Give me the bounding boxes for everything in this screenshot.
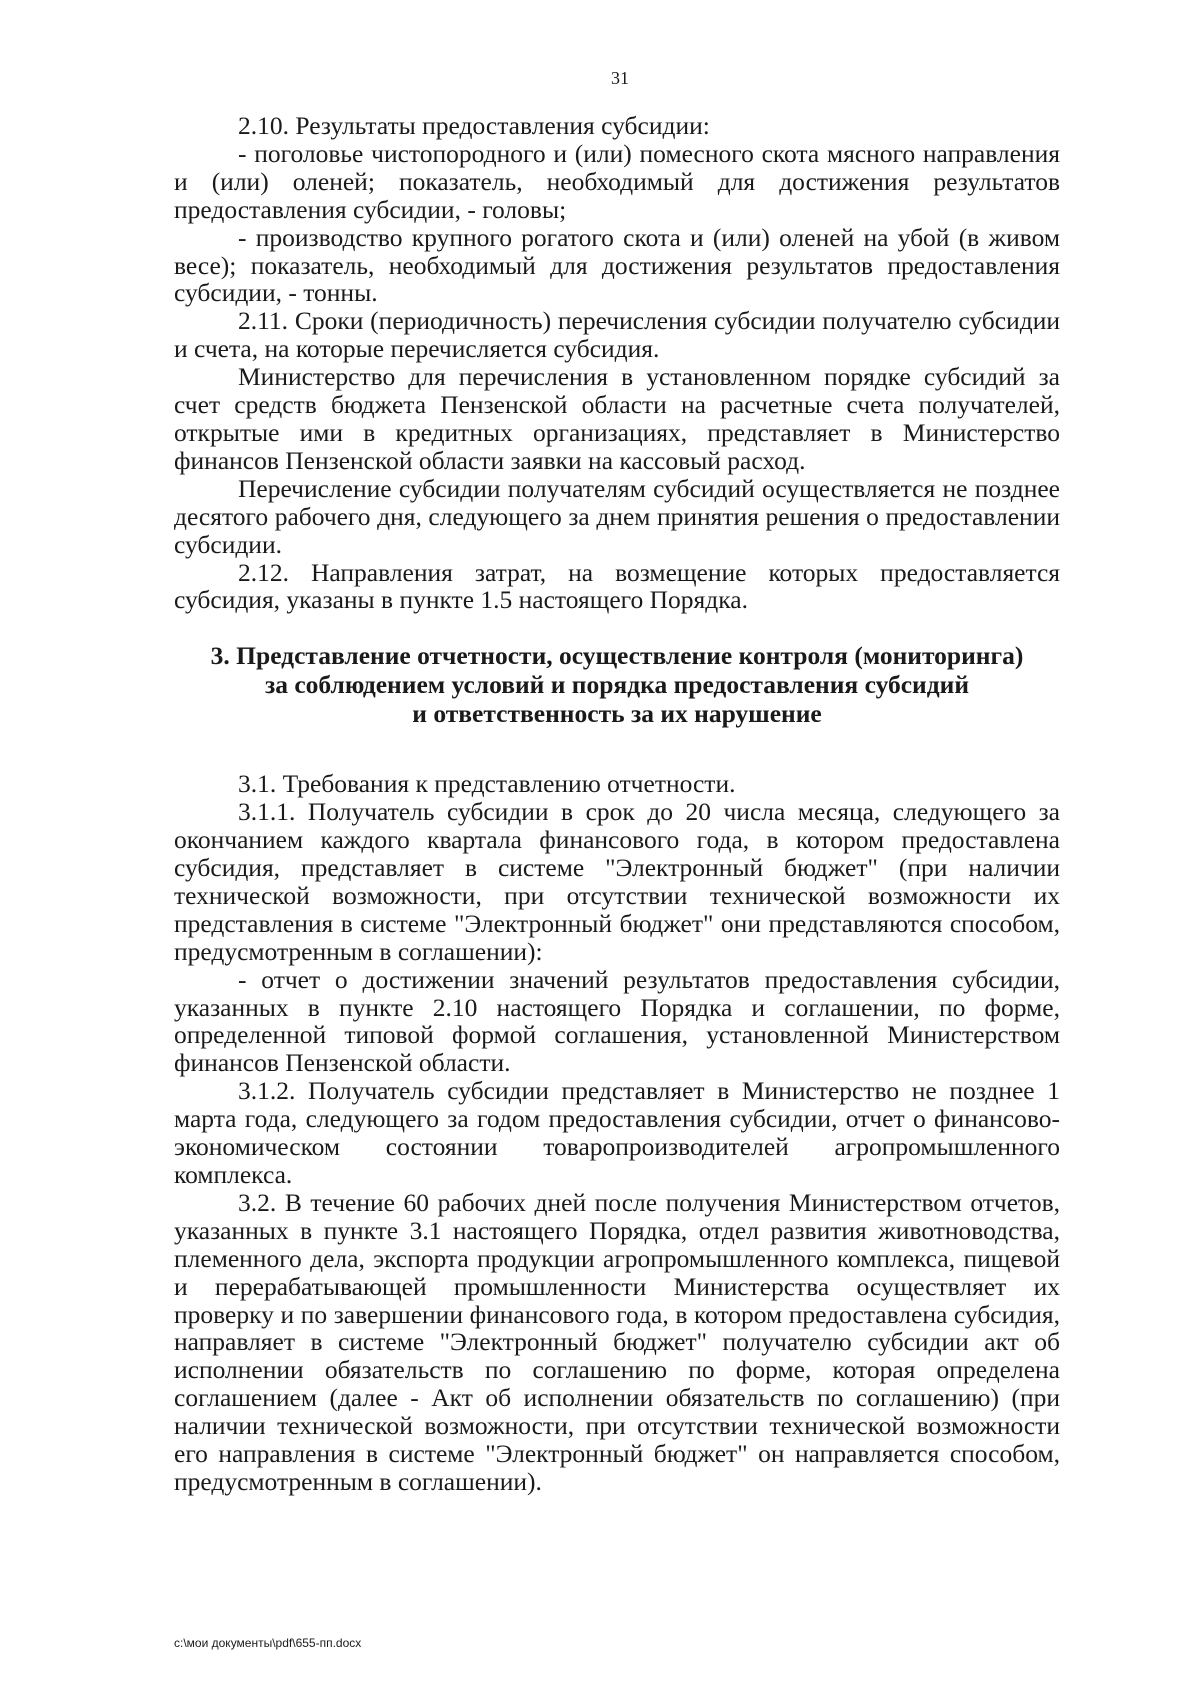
paragraph-2-10-item-1: - поголовье чистопородного и (или) помесного скота мясного направления и (или) оленей; показатель, необходимый для достижения результатов предоставления субсидии, - головы; [174, 138, 1060, 224]
document-body [174, 112, 1060, 1496]
paragraph-3-2: 3.2. В течение 60 рабочих дней после получения Министерством отчетов, указанных в пункте 3.1 настоящего Порядка, отдел развития животноводства, племенного дела, экспорта продукции агропромышленного комплекса, пищевой и перерабатывающей промышленности Министерства осуществляет их проверку и по завершении финансового года, в котором предоставлена субсидия, направляет в системе "Электронный бюджет" получателю субсидии акт об исполнении обязательств по соглашению по форме, которая определена соглашением (далее - Акт об исполнении обязательств по соглашению) (при наличии технической возможности, при отсутствии технической возможности его направления в системе "Электронный бюджет" он направляется способом, предусмотренным в соглашении). [174, 1187, 1060, 1496]
section-heading-line-2: за соблюдением условий и порядка предоставления субсидий [264, 670, 970, 700]
page-number: 31 [611, 68, 629, 88]
section-heading-line-1: 3. Представление отчетности, осуществление контроля (мониторинга) [210, 641, 1024, 671]
section-3-heading [174, 641, 1060, 728]
paragraph-3-1-2: 3.1.2. Получатель субсидии представляет в Министерство не позднее 1 марта года, следующего за годом предоставления субсидии, отчет о финансово-экономическом состоянии товаропроизводителей агропромышленного комплекса. [174, 1076, 1060, 1189]
paragraph-3-1-1: 3.1.1. Получатель субсидии в срок до 20 числа месяца, следующего за окончанием каждого квартала финансового года, в котором предоставлена субсидия, представляет в системе "Электронный бюджет" (при наличии технической возможности, при отсутствии технической возможности их представления в системе "Электронный бюджет" они представляются способом, предусмотренным в соглашении): [174, 797, 1060, 966]
section-heading-line-3: и ответственность за их нарушение [412, 699, 822, 729]
paragraph-2-11-transfer: Перечисление субсидии получателям субсидий осуществляется не позднее десятого рабочего дня, следующего за днем принятия решения о предоставлении субсидии. [174, 473, 1060, 559]
paragraph-3-1-1-item: - отчет о достижении значений результатов предоставления субсидии, указанных в пункте 2.10 настоящего Порядка и соглашении, по форме, определенной типовой формой соглашения, установленной Министерством финансов Пензенской области. [174, 964, 1060, 1078]
paragraph-2-10-item-2: - производство крупного рогатого скота и (или) оленей на убой (в живом весе); показатель, необходимый для достижения результатов предоставления субсидии, - тонны. [174, 222, 1060, 308]
paragraph-3-1: 3.1. Требования к представлению отчетности. [238, 769, 736, 799]
paragraph-2-11-ministry: Министерство для перечисления в установленном порядке субсидий за счет средств бюджета Пензенской области на расчетные счета получателей, открытые ими в кредитных организациях, представляет в Министерство финансов Пензенской области заявки на кассовый расход. [174, 362, 1060, 475]
paragraph-2-10: 2.10. Результаты предоставления субсидии: [238, 111, 710, 140]
paragraph-2-12: 2.12. Направления затрат, на возмещение которых предоставляется субсидия, указаны в пункте 1.5 настоящего Порядка. [174, 557, 1060, 615]
paragraph-2-11: 2.11. Сроки (периодичность) перечисления субсидии получателю субсидии и счета, на которые перечисляется субсидия. [174, 306, 1060, 364]
footer-file-path: c:\мои документы\pdf\655-пп.docx [174, 1636, 362, 1650]
